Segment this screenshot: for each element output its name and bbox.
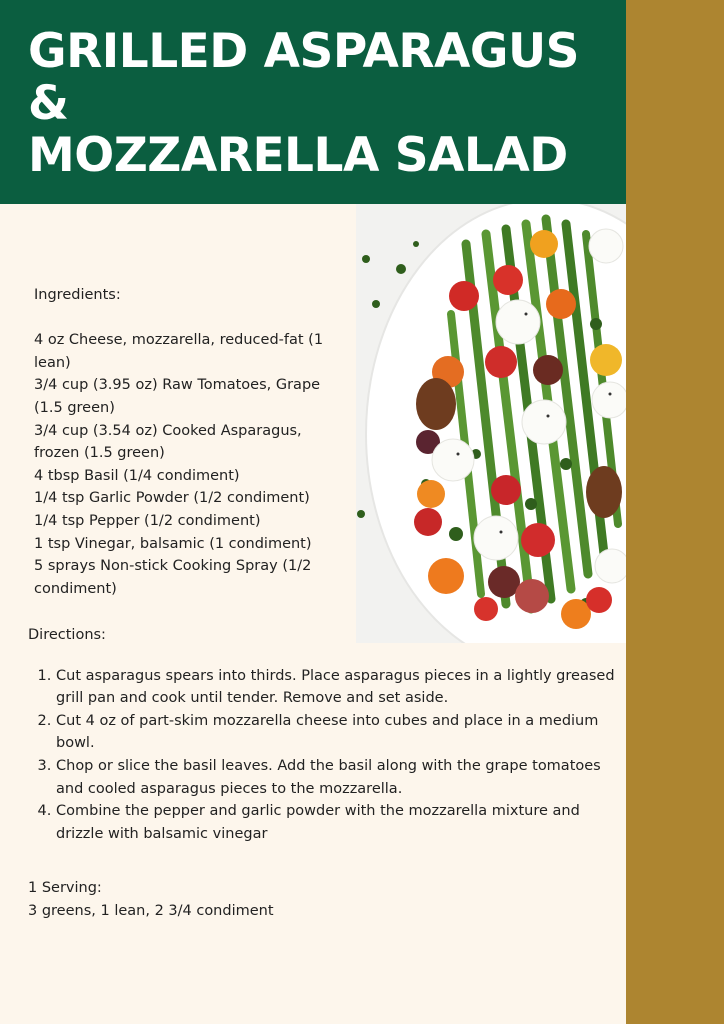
- ingredient-item: 3/4 cup (3.95 oz) Raw Tomatoes, Grape (1.5 green): [34, 377, 321, 416]
- ingredient-item: 4 tbsp Basil (1/4 condiment): [34, 467, 240, 484]
- ingredients-list: [34, 329, 350, 600]
- ingredient-item: 5 sprays Non-stick Cooking Spray (1/2 condiment): [34, 558, 312, 597]
- salad-photo: [356, 204, 626, 643]
- serving-section: [28, 877, 618, 922]
- direction-step: 4. Combine the pepper and garlic powder with the mozzarella mixture and drizzle with balsamic vinegar: [56, 800, 624, 845]
- direction-step: 1. Cut asparagus spears into thirds. Place asparagus pieces in a lightly greased grill pan and cook until tender. Remove and set aside.: [56, 665, 624, 710]
- gold-side-bar: [626, 0, 724, 1024]
- recipe-title-line-2: MOZZARELLA SALAD: [28, 128, 568, 183]
- recipe-title: [28, 26, 626, 182]
- direction-step: 2. Cut 4 oz of part-skim mozzarella cheese into cubes and place in a medium bowl.: [56, 710, 624, 755]
- ingredient-item: 1/4 tsp Garlic Powder (1/2 condiment): [34, 490, 310, 507]
- directions-list: [28, 665, 624, 846]
- directions-heading: Directions:: [28, 627, 106, 643]
- ingredient-item: 3/4 cup (3.54 oz) Cooked Asparagus, frozen (1.5 green): [34, 422, 302, 462]
- serving-value: 3 greens, 1 lean, 2 3/4 condiment: [28, 902, 274, 919]
- direction-step: 3. Chop or slice the basil leaves. Add the basil along with the grape tomatoes and cooled asparagus pieces to the mozzarella.: [56, 755, 624, 800]
- title-banner: [0, 0, 626, 204]
- ingredients-heading: Ingredients:: [34, 287, 121, 303]
- serving-label: 1 Serving:: [28, 880, 102, 896]
- directions-section: [28, 624, 624, 845]
- salad-photo-icon: [356, 204, 626, 643]
- recipe-title-line-1: GRILLED ASPARAGUS &: [28, 24, 580, 131]
- ingredients-section: [34, 284, 350, 600]
- ingredient-item: 1/4 tsp Pepper (1/2 condiment): [34, 512, 261, 529]
- ingredient-item: 4 oz Cheese, mozzarella, reduced-fat (1 lean): [34, 332, 324, 371]
- ingredient-item: 1 tsp Vinegar, balsamic (1 condiment): [34, 535, 312, 552]
